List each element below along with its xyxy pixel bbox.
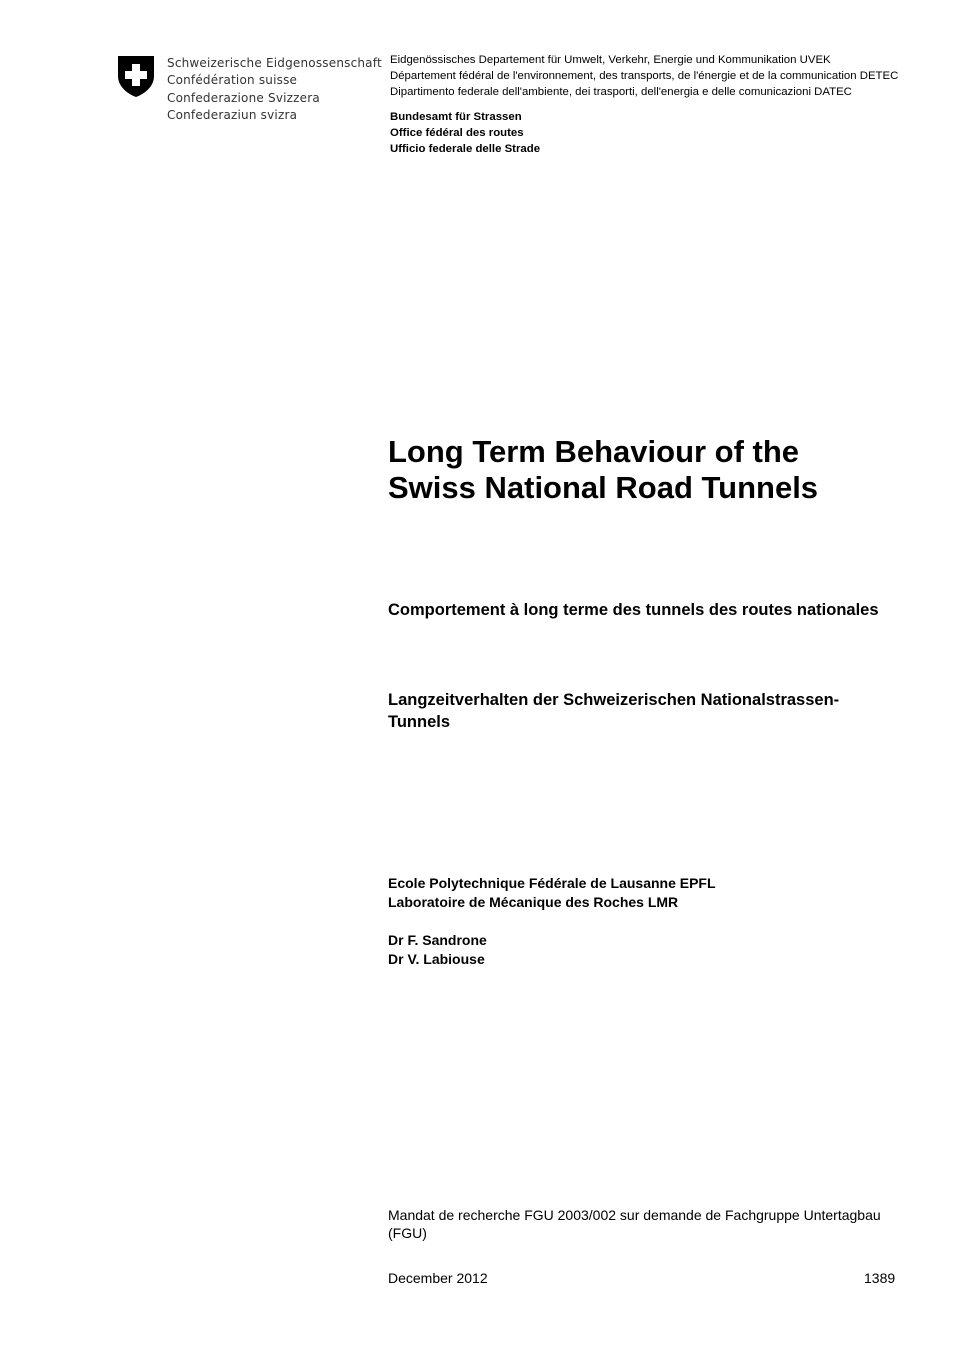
institution-block (388, 874, 716, 911)
office-line-de: Bundesamt für Strassen (390, 111, 522, 123)
confederation-name-de: Schweizerische Eidgenossenschaft (167, 56, 382, 70)
report-title-line-2: Swiss National Road Tunnels (388, 470, 819, 505)
institution-line-2: Laboratoire de Mécanique des Roches LMR (388, 893, 679, 910)
institution-line-1: Ecole Polytechnique Fédérale de Lausanne EPFL (388, 875, 716, 891)
publication-date: December 2012 (388, 1270, 488, 1286)
department-block (390, 53, 898, 100)
confederation-name-it: Confederazione Svizzera (167, 90, 320, 105)
report-number: 1389 (864, 1270, 896, 1286)
department-line-de: Eidgenössisches Departement für Umwelt, Verkehr, Energie und Kommunikation UVEK (390, 54, 831, 66)
report-title (388, 434, 948, 506)
confederation-names (167, 55, 382, 125)
office-line-it: Ufficio federale delle Strade (390, 142, 541, 155)
report-title-line-1: Long Term Behaviour of the (388, 434, 800, 469)
research-mandate: Mandat de recherche FGU 2003/002 sur demande de Fachgruppe Untertagbau (FGU) (388, 1207, 881, 1241)
confederation-name-fr: Confédération suisse (167, 73, 298, 88)
subtitle-french: Comportement à long terme des tunnels des routes nationales (388, 601, 879, 619)
authors-block (388, 931, 487, 968)
office-block (390, 110, 540, 157)
author-1: Dr F. Sandrone (388, 932, 487, 948)
office-line-fr: Office fédéral des routes (390, 126, 524, 139)
subtitle-german: Langzeitverhalten der Schweizerischen Nationalstrassen-Tunnels (388, 691, 840, 731)
author-2: Dr V. Labiouse (388, 950, 485, 967)
confederation-name-rm: Confederaziun svizra (167, 108, 298, 123)
department-line-fr: Département fédéral de l'environnement, des transports, de l'énergie et de la communication DETEC (390, 69, 899, 82)
swiss-cross-shield-icon (116, 54, 156, 98)
department-line-it: Dipartimento federale dell'ambiente, dei trasporti, dell'energia e delle comunicazioni DATEC (390, 85, 852, 98)
